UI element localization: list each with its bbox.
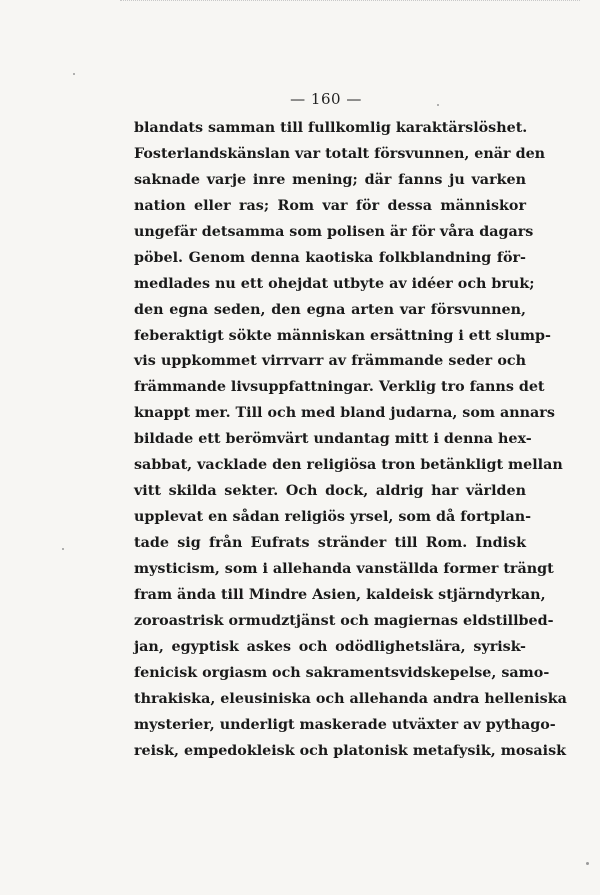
text-line: Fosterlandskänslan var totalt försvunnen, enär den (134, 145, 546, 162)
text-line: upplevat en sådan religiös yrsel, som då fortplan- (134, 509, 532, 526)
text-line: knappt mer. Till och med bland judarna, som annars (134, 405, 555, 422)
text-line: zoroastrisk ormudztjänst och magiernas eldstillbed- (134, 612, 554, 629)
text-line: medlades nu ett ohejdat utbyte av idéer och bruk; (134, 275, 535, 292)
text-line: bildade ett berömvärt undantag mitt i denna hex- (134, 431, 532, 448)
text-line: pöbel. Genom denna kaotiska folkblandning för- (134, 249, 526, 266)
paper-speck (437, 104, 439, 106)
text-line: feberaktigt sökte människan ersättning i ett slump- (134, 327, 551, 344)
text-line: fram ända till Mindre Asien, kaldeisk stjärndyrkan, (134, 586, 546, 603)
text-line: blandats samman till fullkomlig karaktärslöshet. (134, 120, 528, 136)
text-line: nation eller ras; Rom var för dessa människor (134, 197, 526, 214)
paper-speck (73, 73, 75, 75)
text-line: ungefär detsamma som polisen är för våra dagars (134, 223, 534, 240)
text-line: jan, egyptisk askes och odödlighetslära, syrisk- (134, 638, 526, 655)
paper-speck (62, 548, 64, 550)
text-line: den egna seden, den egna arten var försvunnen, (134, 301, 526, 318)
text-line: mysterier, underligt maskerade utväxter av pythago- (134, 716, 556, 733)
text-line: tade sig från Eufrats stränder till Rom. Indisk (134, 535, 526, 551)
paper-speck (586, 862, 589, 865)
page-number: — 160 — (290, 90, 362, 108)
text-line: vitt skilda sekter. Och dock, aldrig har världen (134, 483, 526, 500)
text-line: sabbat, vacklade den religiösa tron betänkligt mellan (134, 457, 563, 474)
text-line: saknade varje inre mening; där fanns ju varken (134, 171, 526, 188)
text-line: fenicisk orgiasm och sakramentsvidskepelse, samo- (134, 664, 550, 681)
text-line: thrakiska, eleusiniska och allehanda andra helleniska (134, 690, 567, 707)
body-text (134, 116, 567, 764)
text-line: främmande livsuppfattningar. Verklig tro fanns det (134, 379, 545, 396)
text-line: reisk, empedokleisk och platonisk metafysik, mosaisk (134, 742, 567, 759)
text-line: mysticism, som i allehanda vanställda former trängt (134, 560, 554, 577)
page-top-edge (120, 0, 580, 4)
text-line: vis uppkommet virrvarr av främmande seder och (134, 353, 526, 370)
